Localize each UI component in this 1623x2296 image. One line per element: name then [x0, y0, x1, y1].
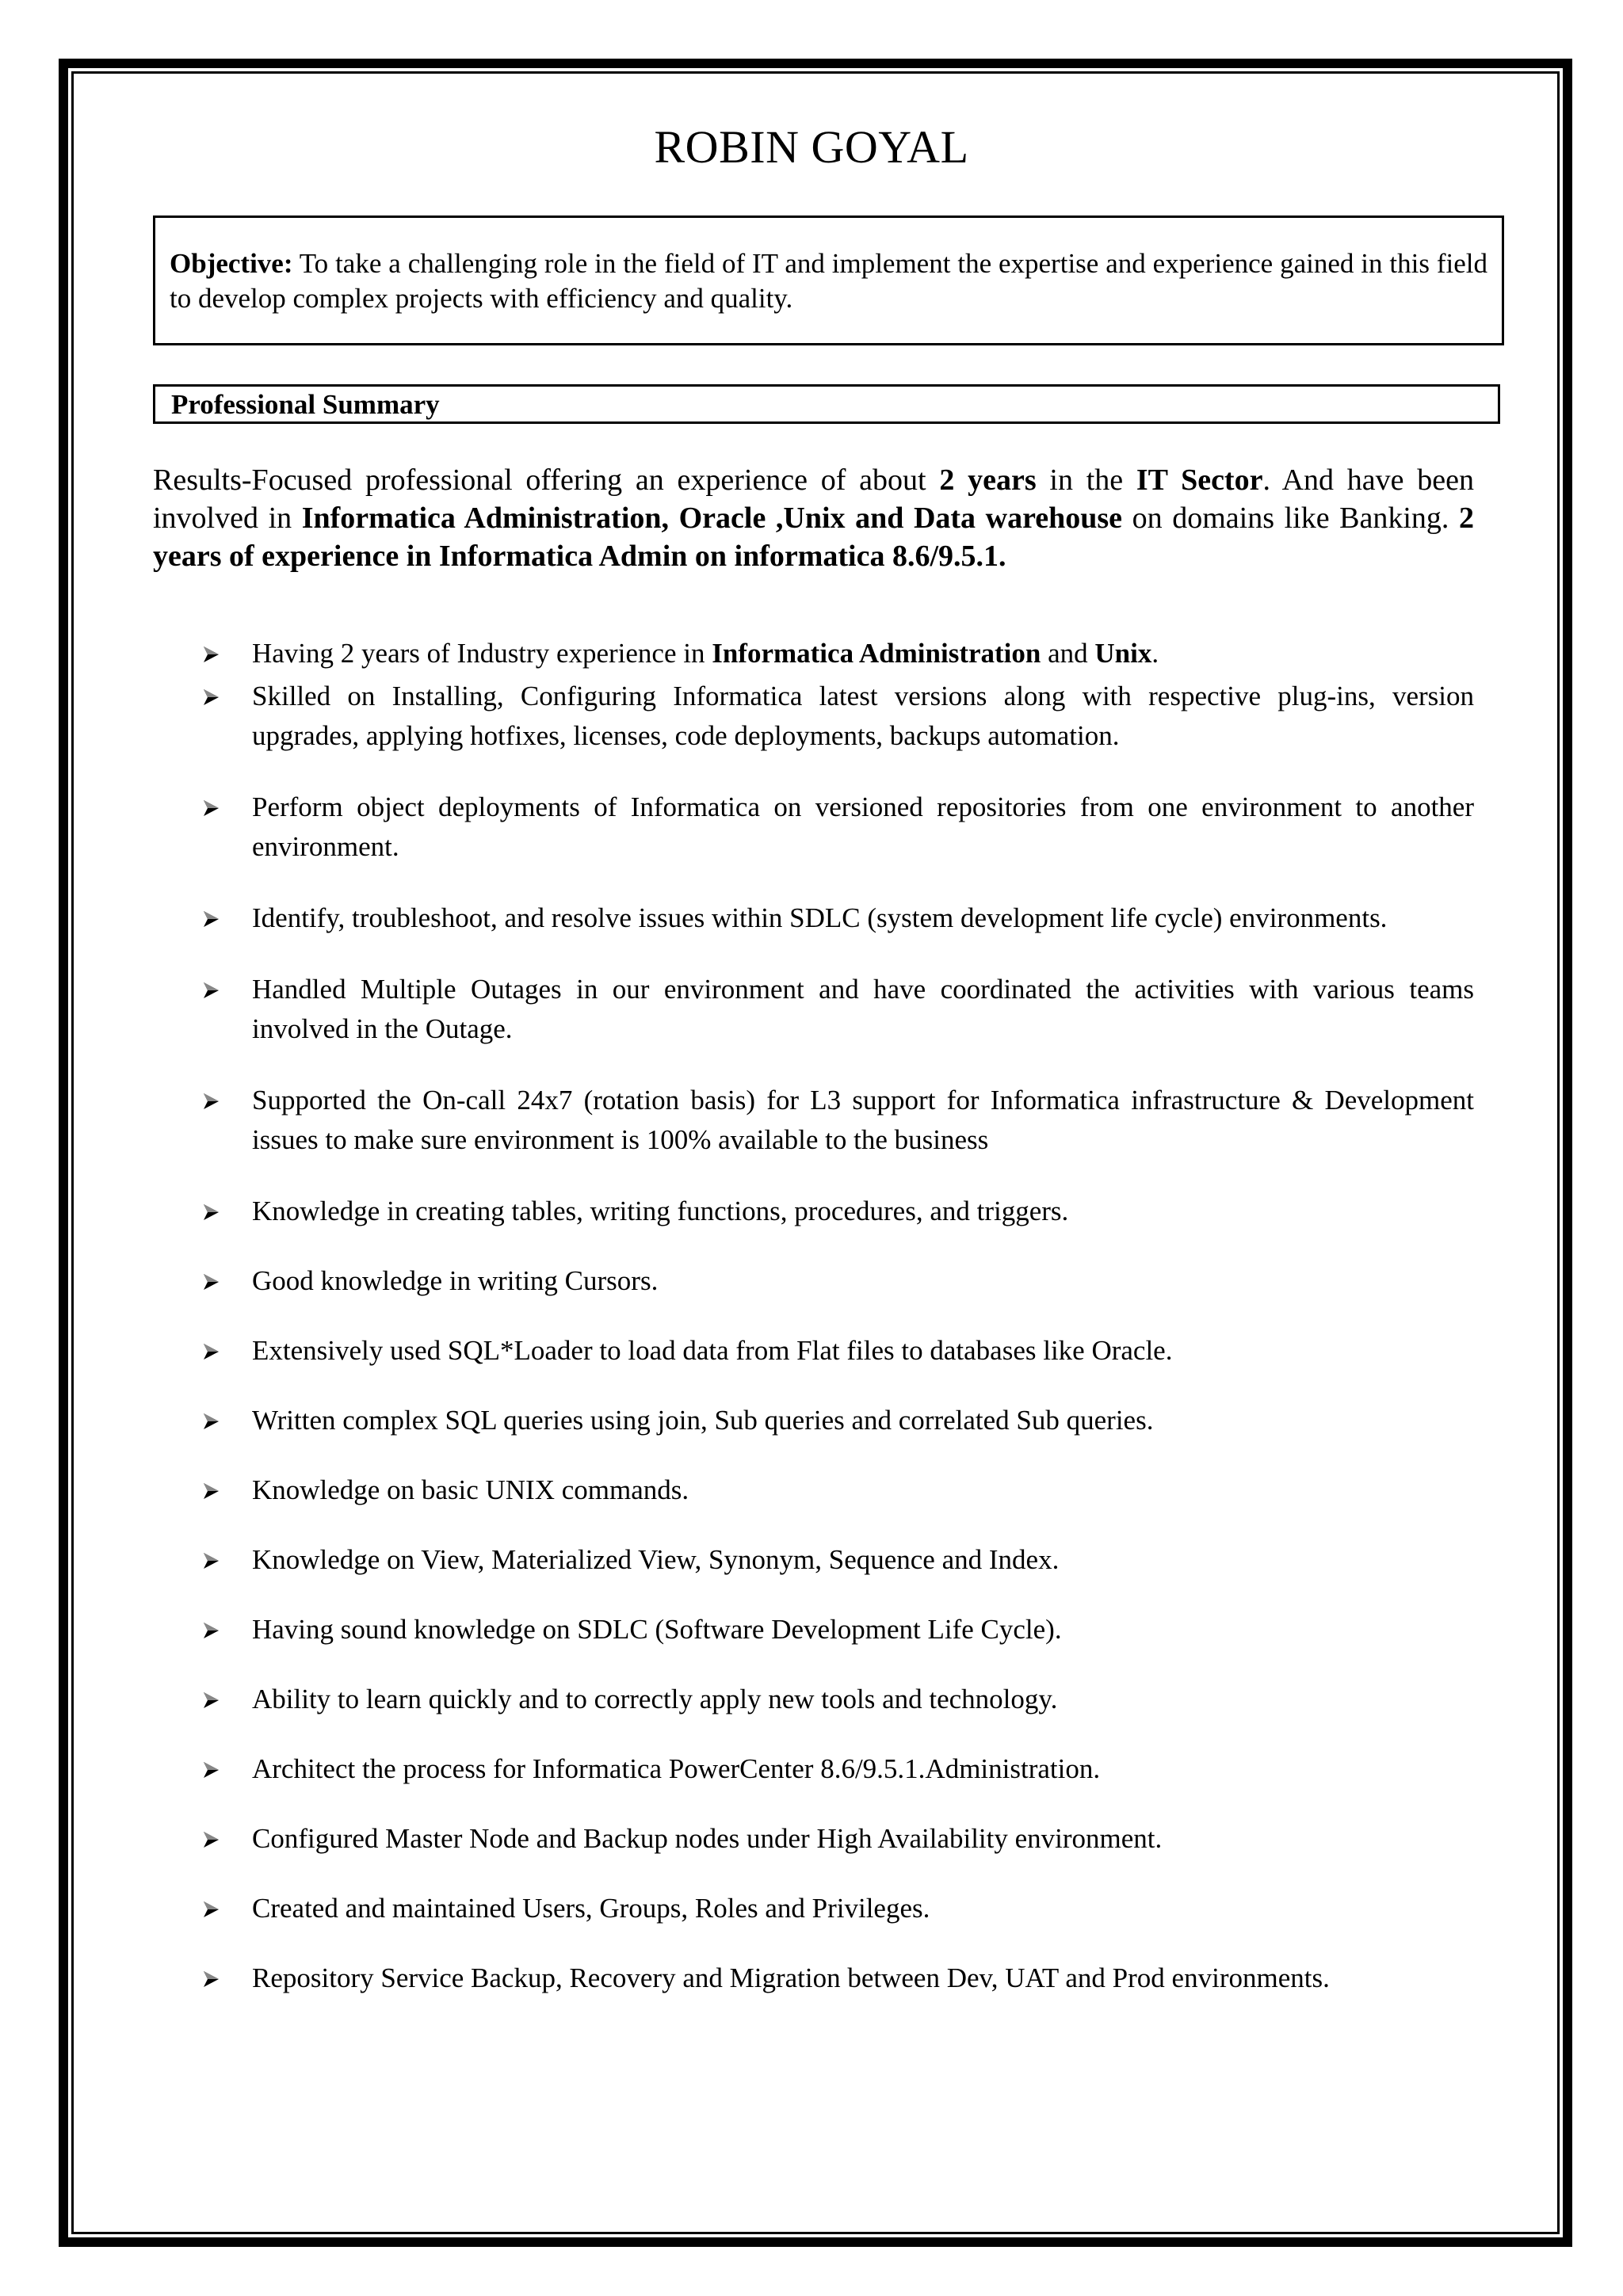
list-item [202, 1081, 1474, 1160]
list-item [202, 970, 1474, 1049]
summary-bullet-list [202, 634, 1474, 2028]
bullet-text: Repository Service Backup, Recovery and Migration between Dev, UAT and Prod environments. [252, 1962, 1330, 1993]
list-item [202, 1610, 1474, 1650]
summary-bold: 2 years [939, 463, 1037, 497]
list-item [202, 1401, 1474, 1440]
bullet-text: Knowledge on View, Materialized View, Synonym, Sequence and Index. [252, 1544, 1060, 1575]
list-item [202, 1192, 1474, 1231]
bullet-text: Handled Multiple Outages in our environment and have coordinated the activities with various teams involved in the Outage. [252, 974, 1474, 1044]
list-item [202, 1470, 1474, 1510]
bullet-text: Created and maintained Users, Groups, Roles and Privileges. [252, 1893, 930, 1924]
arrow-bullet-icon [202, 646, 220, 663]
bullet-text: Skilled on Installing, Configuring Informatica latest versions along with respective plug-ins, version upgrades, applying hotfixes, licenses, code deployments, backups automation. [252, 681, 1474, 751]
arrow-bullet-icon [202, 1901, 220, 1918]
summary-bold: Informatica Administration, Oracle ,Unix and Data warehouse [301, 502, 1123, 535]
bullet-text: Knowledge in creating tables, writing functions, procedures, and triggers. [252, 1196, 1069, 1226]
arrow-bullet-icon [202, 1691, 220, 1709]
bullet-text: Configured Master Node and Backup nodes under High Availability environment. [252, 1823, 1163, 1854]
list-item [202, 1680, 1474, 1719]
arrow-bullet-icon [202, 1273, 220, 1291]
list-item [202, 677, 1474, 756]
arrow-bullet-icon [202, 982, 220, 999]
arrow-bullet-icon [202, 1343, 220, 1360]
arrow-bullet-icon [202, 910, 220, 928]
arrow-bullet-icon [202, 1831, 220, 1848]
arrow-bullet-icon [202, 1552, 220, 1569]
summary-bold: IT Sector [1136, 463, 1263, 497]
bullet-text: . [1151, 638, 1159, 669]
list-item [202, 1331, 1474, 1371]
summary-bold: 2 years of experience in Informatica Admin on informatica 8.6/9.5.1. [153, 502, 1474, 573]
list-item [202, 898, 1474, 938]
bullet-text: Perform object deployments of Informatica on versioned repositories from one environment to another environment. [252, 791, 1474, 862]
list-item [202, 1749, 1474, 1789]
arrow-bullet-icon [202, 1970, 220, 1988]
section-heading-professional-summary: Professional Summary [153, 384, 1500, 424]
list-item [202, 1540, 1474, 1580]
arrow-bullet-icon [202, 1413, 220, 1430]
bullet-text: Extensively used SQL*Loader to load data from Flat files to databases like Oracle. [252, 1335, 1173, 1366]
objective-label: Objective: [170, 248, 293, 279]
list-item [202, 1889, 1474, 1928]
bullet-text: Architect the process for Informatica PowerCenter 8.6/9.5.1.Administration. [252, 1753, 1101, 1784]
bullet-bold: Informatica Administration [712, 638, 1041, 669]
list-item [202, 1261, 1474, 1301]
objective-box [153, 215, 1504, 345]
bullet-text: Ability to learn quickly and to correctly apply new tools and technology. [252, 1684, 1058, 1714]
summary-text: in the [1036, 463, 1136, 497]
arrow-bullet-icon [202, 1622, 220, 1639]
objective-text: To take a challenging role in the field of IT and implement the expertise and experience gained in this field to develop complex projects with efficiency and quality. [170, 248, 1487, 314]
bullet-text: Having sound knowledge on SDLC (Software Development Life Cycle). [252, 1614, 1062, 1645]
arrow-bullet-icon [202, 1203, 220, 1221]
bullet-text: Knowledge on basic UNIX commands. [252, 1474, 689, 1505]
bullet-text: Having 2 years of Industry experience in [252, 638, 712, 669]
arrow-bullet-icon [202, 1761, 220, 1779]
summary-text: Results-Focused professional offering an experience of about [153, 463, 940, 497]
arrow-bullet-icon [202, 688, 220, 706]
bullet-text: Supported the On-call 24x7 (rotation basis) for L3 support for Informatica infrastructure & Development issues to make sure environment is 100% available to the business [252, 1085, 1474, 1155]
list-item [202, 788, 1474, 867]
bullet-text: Good knowledge in writing Cursors. [252, 1265, 659, 1296]
candidate-name: ROBIN GOYAL [654, 121, 969, 173]
list-item [202, 1819, 1474, 1859]
arrow-bullet-icon [202, 1482, 220, 1500]
list-item [202, 634, 1474, 673]
bullet-text: Identify, troubleshoot, and resolve issues within SDLC (system development life cycle) environments. [252, 902, 1388, 933]
summary-paragraph [153, 461, 1474, 575]
arrow-bullet-icon [202, 1093, 220, 1110]
bullet-text: Written complex SQL queries using join, Sub queries and correlated Sub queries. [252, 1405, 1154, 1436]
summary-text: on domains like Banking. [1122, 502, 1459, 535]
bullet-text: and [1041, 638, 1095, 669]
summary-text: . And have been involved in [153, 463, 1475, 535]
arrow-bullet-icon [202, 799, 220, 817]
list-item [202, 1958, 1474, 1998]
bullet-bold: Unix [1094, 638, 1152, 669]
